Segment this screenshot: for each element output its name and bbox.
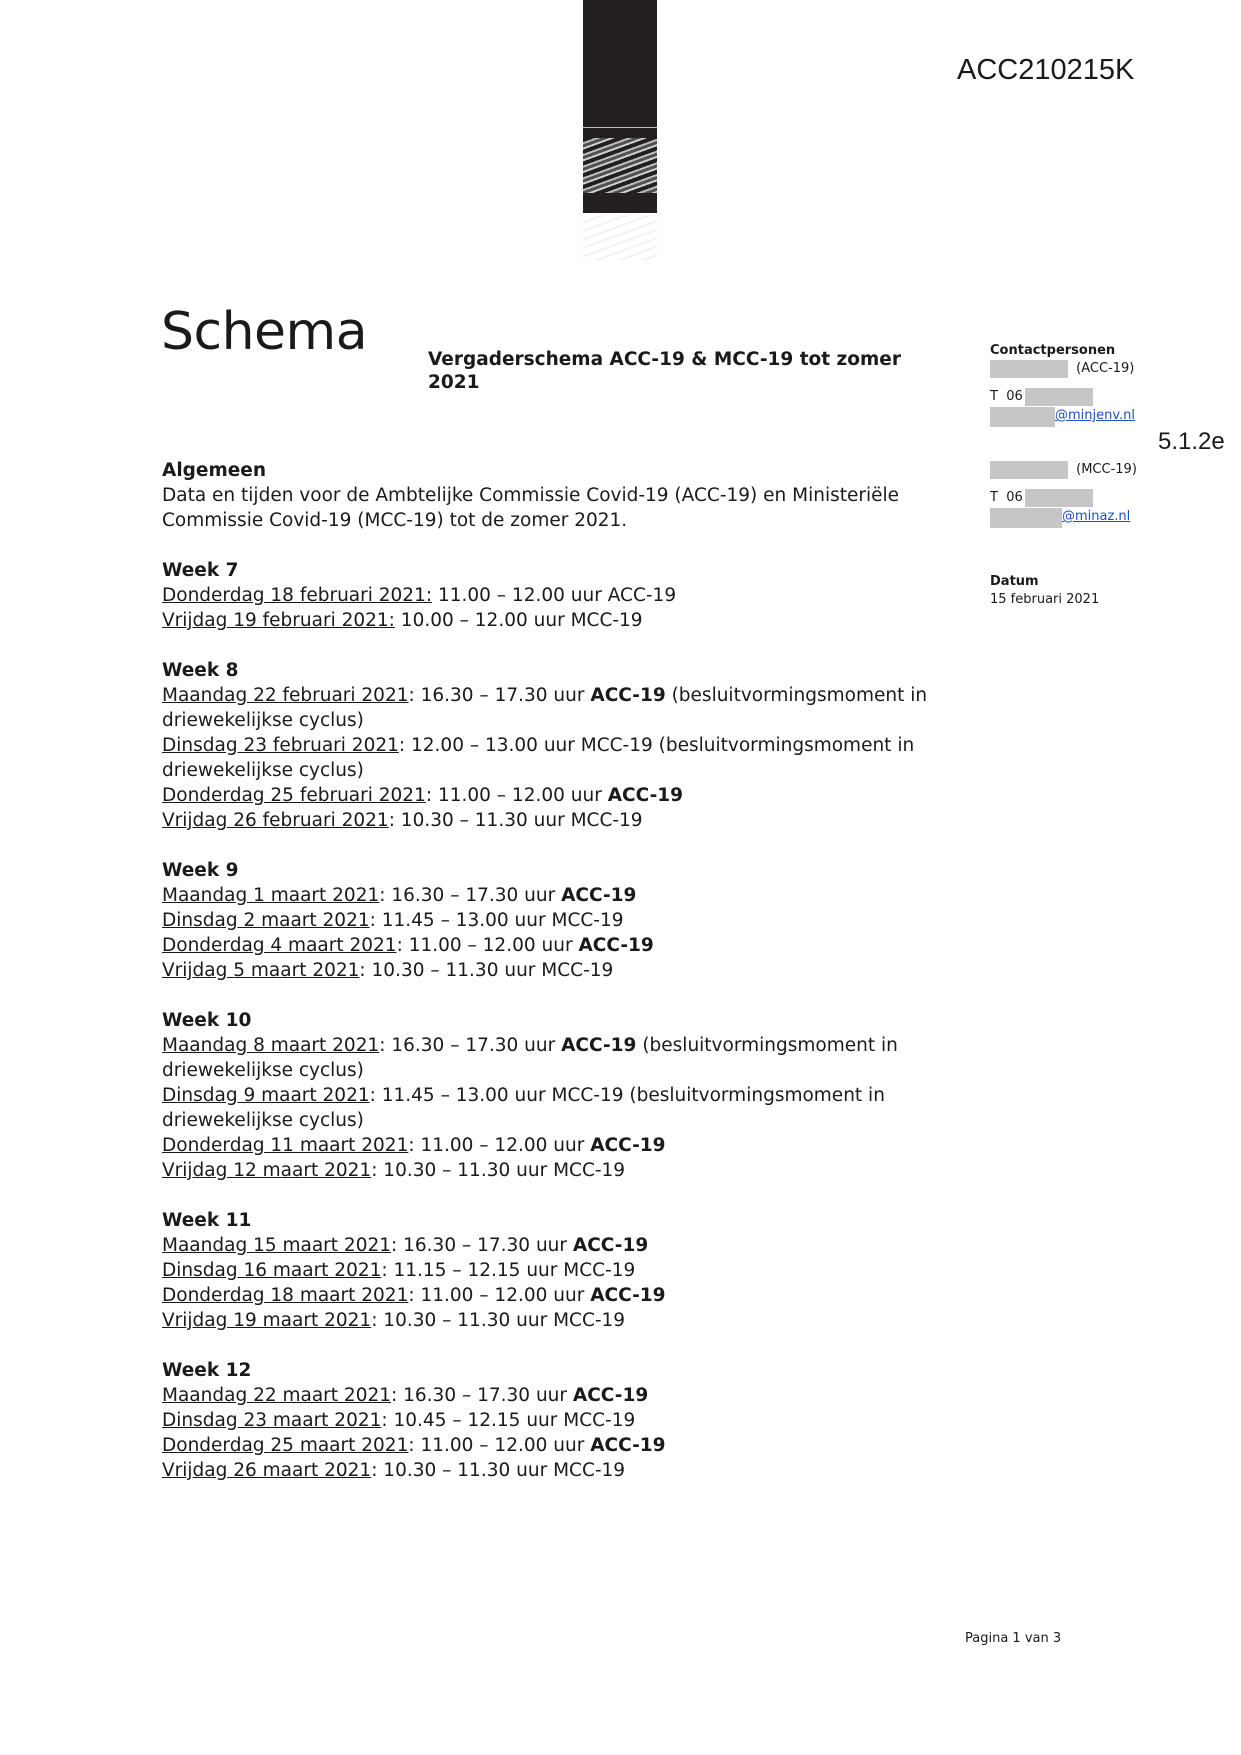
meeting-time: 10.30 – 11.30 uur [377,1310,554,1331]
general-section [162,458,952,533]
meeting-date: Maandag 22 februari 2021 [162,685,409,706]
week-section [162,558,952,633]
phone-prefix: T 06 [990,389,1023,404]
date-separator: : [379,1035,386,1056]
meeting-entry [162,808,952,833]
email-link[interactable]: @minjenv.nl [1055,408,1136,423]
meeting-time: 10.45 – 12.15 uur [387,1410,564,1431]
meeting-committee: ACC-19 [590,1135,666,1156]
meeting-committee: ACC-19 [572,1235,649,1256]
meeting-time: 11.00 – 12.00 uur [414,1135,591,1156]
date-separator: : [408,1135,415,1156]
meeting-time: 10.30 – 11.30 uur [377,1460,554,1481]
email-link[interactable]: @minaz.nl [1062,509,1131,524]
meeting-entry [162,1083,952,1133]
week-section [162,658,952,833]
meeting-entry [162,1408,952,1433]
date-separator: : [398,735,406,756]
meeting-entry [162,583,952,608]
redacted-name [990,461,1068,479]
week-section [162,1358,952,1483]
meeting-committee: ACC-19 [607,785,684,806]
meeting-committee: ACC-19 [561,1035,637,1056]
date-separator: : [371,1310,378,1331]
contact-mcc [990,461,1190,527]
meeting-committee: MCC-19 [570,810,643,831]
date-label: Datum [990,574,1039,589]
meeting-entry [162,1433,952,1458]
date-separator: : [425,785,433,806]
logo-reflection [583,215,657,260]
contact-role: (ACC-19) [1076,361,1135,376]
general-heading: Algemeen [162,460,266,481]
meeting-entry [162,1133,952,1158]
meeting-committee: MCC-19 [563,1260,636,1281]
meeting-date: Vrijdag 12 maart 2021 [162,1160,372,1181]
meeting-note: (besluitvormingsmoment in driewekelijkse cyclus) [162,685,933,731]
meeting-date: Vrijdag 26 februari 2021 [162,810,389,831]
meeting-committee: MCC-19 [580,735,653,756]
meeting-date: Dinsdag 16 maart 2021 [162,1260,382,1281]
general-text: Data en tijden voor de Ambtelijke Commissie Covid-19 (ACC-19) en Ministeriële Commissie Covid-19 (MCC-19) tot de zomer 2021. [162,485,900,531]
week-section [162,1008,952,1183]
date-separator: : [369,910,376,931]
meeting-date: Vrijdag 19 maart 2021 [162,1310,372,1331]
weeks-list [162,558,952,1483]
meeting-entry [162,1033,952,1083]
logo-texture [583,138,657,193]
meeting-date: Dinsdag 23 februari 2021 [162,735,399,756]
redacted-name [990,360,1068,378]
meeting-committee: ACC-19 [590,1435,666,1456]
meeting-entry [162,733,952,783]
meeting-entry [162,1158,952,1183]
government-logo-bar [583,0,657,213]
meeting-entry [162,1233,952,1258]
meeting-committee: MCC-19 [553,1160,626,1181]
meeting-entry [162,783,952,808]
meeting-committee: ACC-19 [561,885,637,906]
date-separator: : [381,1410,388,1431]
meeting-entry [162,933,952,958]
meeting-committee: MCC-19 [570,610,643,631]
date-separator: : [391,1385,398,1406]
meeting-time: 11.00 – 12.00 uur [414,1435,591,1456]
meeting-committee: ACC-19 [590,1285,666,1306]
week-heading: Week 8 [162,660,239,681]
meeting-entry [162,1258,952,1283]
date-separator: : [391,1235,398,1256]
meeting-date: Dinsdag 23 maart 2021 [162,1410,382,1431]
meeting-entry [162,608,952,633]
meeting-committee: ACC-19 [590,685,666,706]
meeting-time: 16.30 – 17.30 uur [397,1235,573,1256]
meeting-time: 10.30 – 11.30 uur [394,810,571,831]
meeting-time: 11.45 – 13.00 uur [375,1085,552,1106]
meeting-date: Maandag 8 maart 2021 [162,1035,380,1056]
phone-prefix: T 06 [990,490,1023,505]
week-heading: Week 9 [162,860,239,881]
date-separator: : [381,1260,388,1281]
meeting-date: Maandag 22 maart 2021 [162,1385,392,1406]
meeting-time: 16.30 – 17.30 uur [385,885,562,906]
meeting-time: 12.00 – 13.00 uur [405,735,581,756]
contacts-heading: Contactpersonen [990,343,1116,358]
meeting-time: 10.30 – 11.30 uur [365,960,542,981]
meeting-time: 10.30 – 11.30 uur [377,1160,554,1181]
meeting-entry [162,1308,952,1333]
date-separator: : [408,1435,415,1456]
meeting-committee: MCC-19 [541,960,614,981]
meeting-time: 11.00 – 12.00 uur [414,1285,591,1306]
meeting-entry [162,1283,952,1308]
meeting-note: (besluitvormingsmoment in driewekelijkse cyclus) [162,735,921,781]
week-heading: Week 12 [162,1360,252,1381]
week-heading: Week 10 [162,1010,252,1031]
contact-acc [990,360,1190,426]
date-separator: : [371,1160,378,1181]
document-code: ACC210215K [957,54,1135,86]
meeting-date: Vrijdag 5 maart 2021 [162,960,360,981]
logo-divider [583,127,657,128]
meeting-time: 11.15 – 12.15 uur [387,1260,564,1281]
date-separator: : [408,685,415,706]
meeting-note: (besluitvormingsmoment in driewekelijkse cyclus) [162,1035,904,1081]
meeting-date: Donderdag 18 maart 2021 [162,1285,409,1306]
redacted-email-user [990,508,1062,528]
meeting-committee: MCC-19 [551,1085,624,1106]
week-heading: Week 7 [162,560,239,581]
document-subtitle: Vergaderschema ACC-19 & MCC-19 tot zomer 2021 [428,349,901,393]
meeting-date: Vrijdag 19 februari 2021: [162,610,395,631]
page-number: Pagina 1 van 3 [965,1631,1062,1646]
meeting-time: 11.00 – 12.00 uur [432,585,608,606]
contact-role: (MCC-19) [1076,462,1137,477]
meeting-time: 16.30 – 17.30 uur [385,1035,562,1056]
meeting-time: 11.45 – 13.00 uur [375,910,552,931]
meeting-time: 10.00 – 12.00 uur [394,610,571,631]
date-separator: : [369,1085,376,1106]
meeting-committee: MCC-19 [553,1460,626,1481]
meeting-entry [162,1383,952,1408]
week-heading: Week 11 [162,1210,252,1231]
meeting-entry [162,958,952,983]
meeting-committee: ACC-19 [578,935,654,956]
meeting-time: 11.00 – 12.00 uur [432,785,608,806]
meeting-time: 16.30 – 17.30 uur [397,1385,573,1406]
meeting-note: (besluitvormingsmoment in driewekelijkse cyclus) [162,1085,891,1131]
meeting-date: Vrijdag 26 maart 2021 [162,1460,372,1481]
meeting-committee: MCC-19 [563,1410,636,1431]
meeting-date: Donderdag 18 februari 2021: [162,585,433,606]
schedule-body [162,458,952,1508]
meeting-committee: MCC-19 [553,1310,626,1331]
meeting-time: 16.30 – 17.30 uur [414,685,591,706]
meeting-committee: ACC-19 [607,585,677,606]
meeting-committee: ACC-19 [572,1385,649,1406]
redacted-email-user [990,407,1055,427]
sidebar [990,342,1190,609]
meeting-time: 11.00 – 12.00 uur [402,935,579,956]
date-separator: : [408,1285,415,1306]
meeting-entry [162,683,952,733]
page-title: Schema [161,302,368,362]
meeting-date: Dinsdag 2 maart 2021 [162,910,370,931]
meeting-entry [162,1458,952,1483]
redacted-phone [1025,388,1093,406]
meeting-date: Maandag 1 maart 2021 [162,885,380,906]
date-separator: : [388,810,395,831]
redacted-phone [1025,489,1093,507]
meeting-date: Donderdag 25 februari 2021 [162,785,426,806]
meeting-date: Donderdag 11 maart 2021 [162,1135,409,1156]
date-separator: : [359,960,366,981]
date-separator: : [371,1460,378,1481]
date-value: 15 februari 2021 [990,592,1100,607]
meeting-committee: MCC-19 [551,910,624,931]
meeting-date: Donderdag 25 maart 2021 [162,1435,409,1456]
date-separator: : [396,935,403,956]
week-section [162,858,952,983]
redaction-code: 5.1.2e [1158,428,1225,455]
meeting-date: Maandag 15 maart 2021 [162,1235,392,1256]
meeting-entry [162,908,952,933]
meeting-entry [162,883,952,908]
week-section [162,1208,952,1333]
date-separator: : [379,885,386,906]
meeting-date: Donderdag 4 maart 2021 [162,935,397,956]
meeting-date: Dinsdag 9 maart 2021 [162,1085,370,1106]
